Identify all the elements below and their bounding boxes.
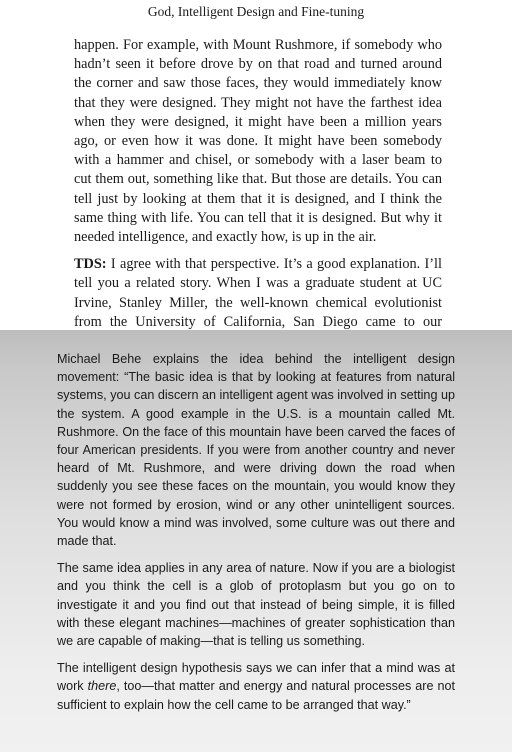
quote-paragraph-3-start: The intelligent design hypothesis says we can infer that a mind was at work xyxy=(57,661,455,694)
running-head: God, Intelligent Design and Fine-tuning xyxy=(147,4,365,19)
quote-box-text xyxy=(57,350,455,723)
quote-paragraph-1: Michael Behe explains the idea behind the intelligent design movement: “The basic idea is that by looking at features from natural systems, you can discern an intelligent agent was involved in setting up the system. A good example in the U.S. is a mountain called Mt. Rushmore. On the face of this mountain have been carved the faces of four American presidents. If you were from another country and never heard of Mt. Rushmore, and were driving down the road when suddenly you see these faces on the mountain, you would know they were not formed by erosion, wind or any other unintelligent sources. You would know a mind was involved, some culture was out there and made that. xyxy=(57,352,455,549)
quote-paragraph-3-end: , too—that matter and energy and natural processes are not sufficient to explain how the cell came to be arranged that way.” xyxy=(57,679,455,712)
quote-paragraph-2: The same idea applies in any area of nature. Now if you are a biologist and you think the cell is a glob of protoplasm but you go on to investigate it and you find out that instead of being simple, it is filled with these elegant machines—machines of greater sophistication than we are capable of making—that is telling us something. xyxy=(57,561,455,649)
quote-paragraph-3 xyxy=(57,659,455,714)
book-page xyxy=(0,0,512,330)
book-body-text xyxy=(74,36,442,359)
speaker-label: TDS: xyxy=(74,256,107,273)
book-paragraph-2-text: I agree with that perspective. It’s a good explanation. I’ll tell you a related story. When I was a graduate student at UC Irvine, Stanley Miller, the well-known chemical evolutionist from the University of California, San Diego came to our xyxy=(74,256,442,330)
quote-emphasis: there xyxy=(87,679,117,694)
book-paragraph-1: happen. For example, with Mount Rushmore, if somebody who hadn’t seen it before drove by on that road and turned around the corner and saw those faces, they would immediately know that they were designed. They might not have the farthest idea when they were designed, it might have been a million years ago, or even how it was done. It might have been somebody with a hammer and chisel, or somebody with a laser beam to cut them out, something like that. But those are details. You can tell just by looking at them that it is designed, and I think the same thing with life. You can tell that it is designed. But why it needed intelligence, and exactly how, is up in the air. xyxy=(74,37,442,246)
